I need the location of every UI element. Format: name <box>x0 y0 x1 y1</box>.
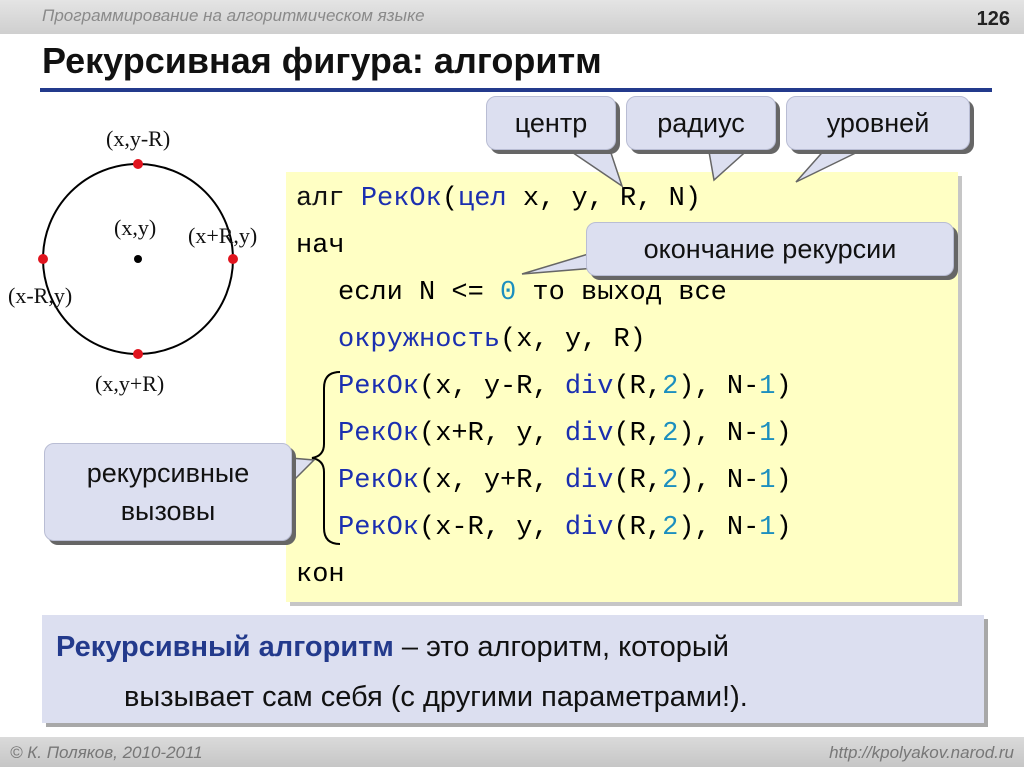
callout-recursive-calls-line2: вызовы <box>120 496 216 526</box>
label-bottom-point: (x,y+R) <box>95 371 165 396</box>
code-line-call-3: РекОк(x, y+R, div(R,2), N-1) <box>338 466 792 496</box>
point-bottom-dot <box>133 349 143 359</box>
code-line-header: алг РекОк(цел x, y, R, N) <box>296 184 702 214</box>
levels-pointer <box>796 146 870 182</box>
callout-recursive-calls <box>44 443 292 541</box>
code-line-end: кон <box>296 560 345 590</box>
definition-box <box>42 615 984 723</box>
copyright: © К. Поляков, 2010-2011 <box>10 743 203 762</box>
site-url[interactable]: http://kpolyakov.narod.ru <box>829 743 1014 762</box>
definition-line-2: вызывает сам себя (с другими параметрами!). <box>124 681 748 713</box>
course-title: Программирование на алгоритмическом языке <box>42 6 425 25</box>
callout-radius: радиус <box>626 96 776 150</box>
code-line-call-2: РекОк(x+R, y, div(R,2), N-1) <box>338 419 792 449</box>
label-left-point: (x-R,y) <box>8 283 73 308</box>
definition-rest: – это алгоритм, который <box>393 631 729 663</box>
code-line-call-4: РекОк(x-R, y, div(R,2), N-1) <box>338 513 792 543</box>
code-line-circle: окружность(x, y, R) <box>338 325 646 355</box>
definition-term: Рекурсивный алгоритм <box>56 631 394 663</box>
callout-recursive-calls-line1: рекурсивные <box>86 458 250 488</box>
recursion-end-pointer <box>522 252 595 274</box>
label-center-point: (x,y) <box>114 215 157 240</box>
point-left-dot <box>38 254 48 264</box>
callout-center: центр <box>486 96 616 150</box>
footer-bar <box>0 737 1024 767</box>
code-line-begin: нач <box>296 231 345 261</box>
page-number: 126 <box>976 8 1010 30</box>
label-right-point: (x+R,y) <box>188 223 258 248</box>
radius-pointer <box>708 146 752 180</box>
slide-title: Рекурсивная фигура: алгоритм <box>42 40 602 81</box>
definition-line-1 <box>56 631 729 664</box>
center-pointer <box>560 144 622 186</box>
label-top-point: (x,y-R) <box>106 126 171 151</box>
code-line-if: если N <= 0 то выход все <box>338 278 727 308</box>
calls-pointer <box>290 458 314 484</box>
point-right-dot <box>228 254 238 264</box>
calls-brace <box>312 372 340 544</box>
callout-levels: уровней <box>786 96 970 150</box>
callout-recursion-end: окончание рекурсии <box>586 222 954 276</box>
point-center-dot <box>134 255 142 263</box>
code-line-call-1: РекОк(x, y-R, div(R,2), N-1) <box>338 372 792 402</box>
point-top-dot <box>133 159 143 169</box>
